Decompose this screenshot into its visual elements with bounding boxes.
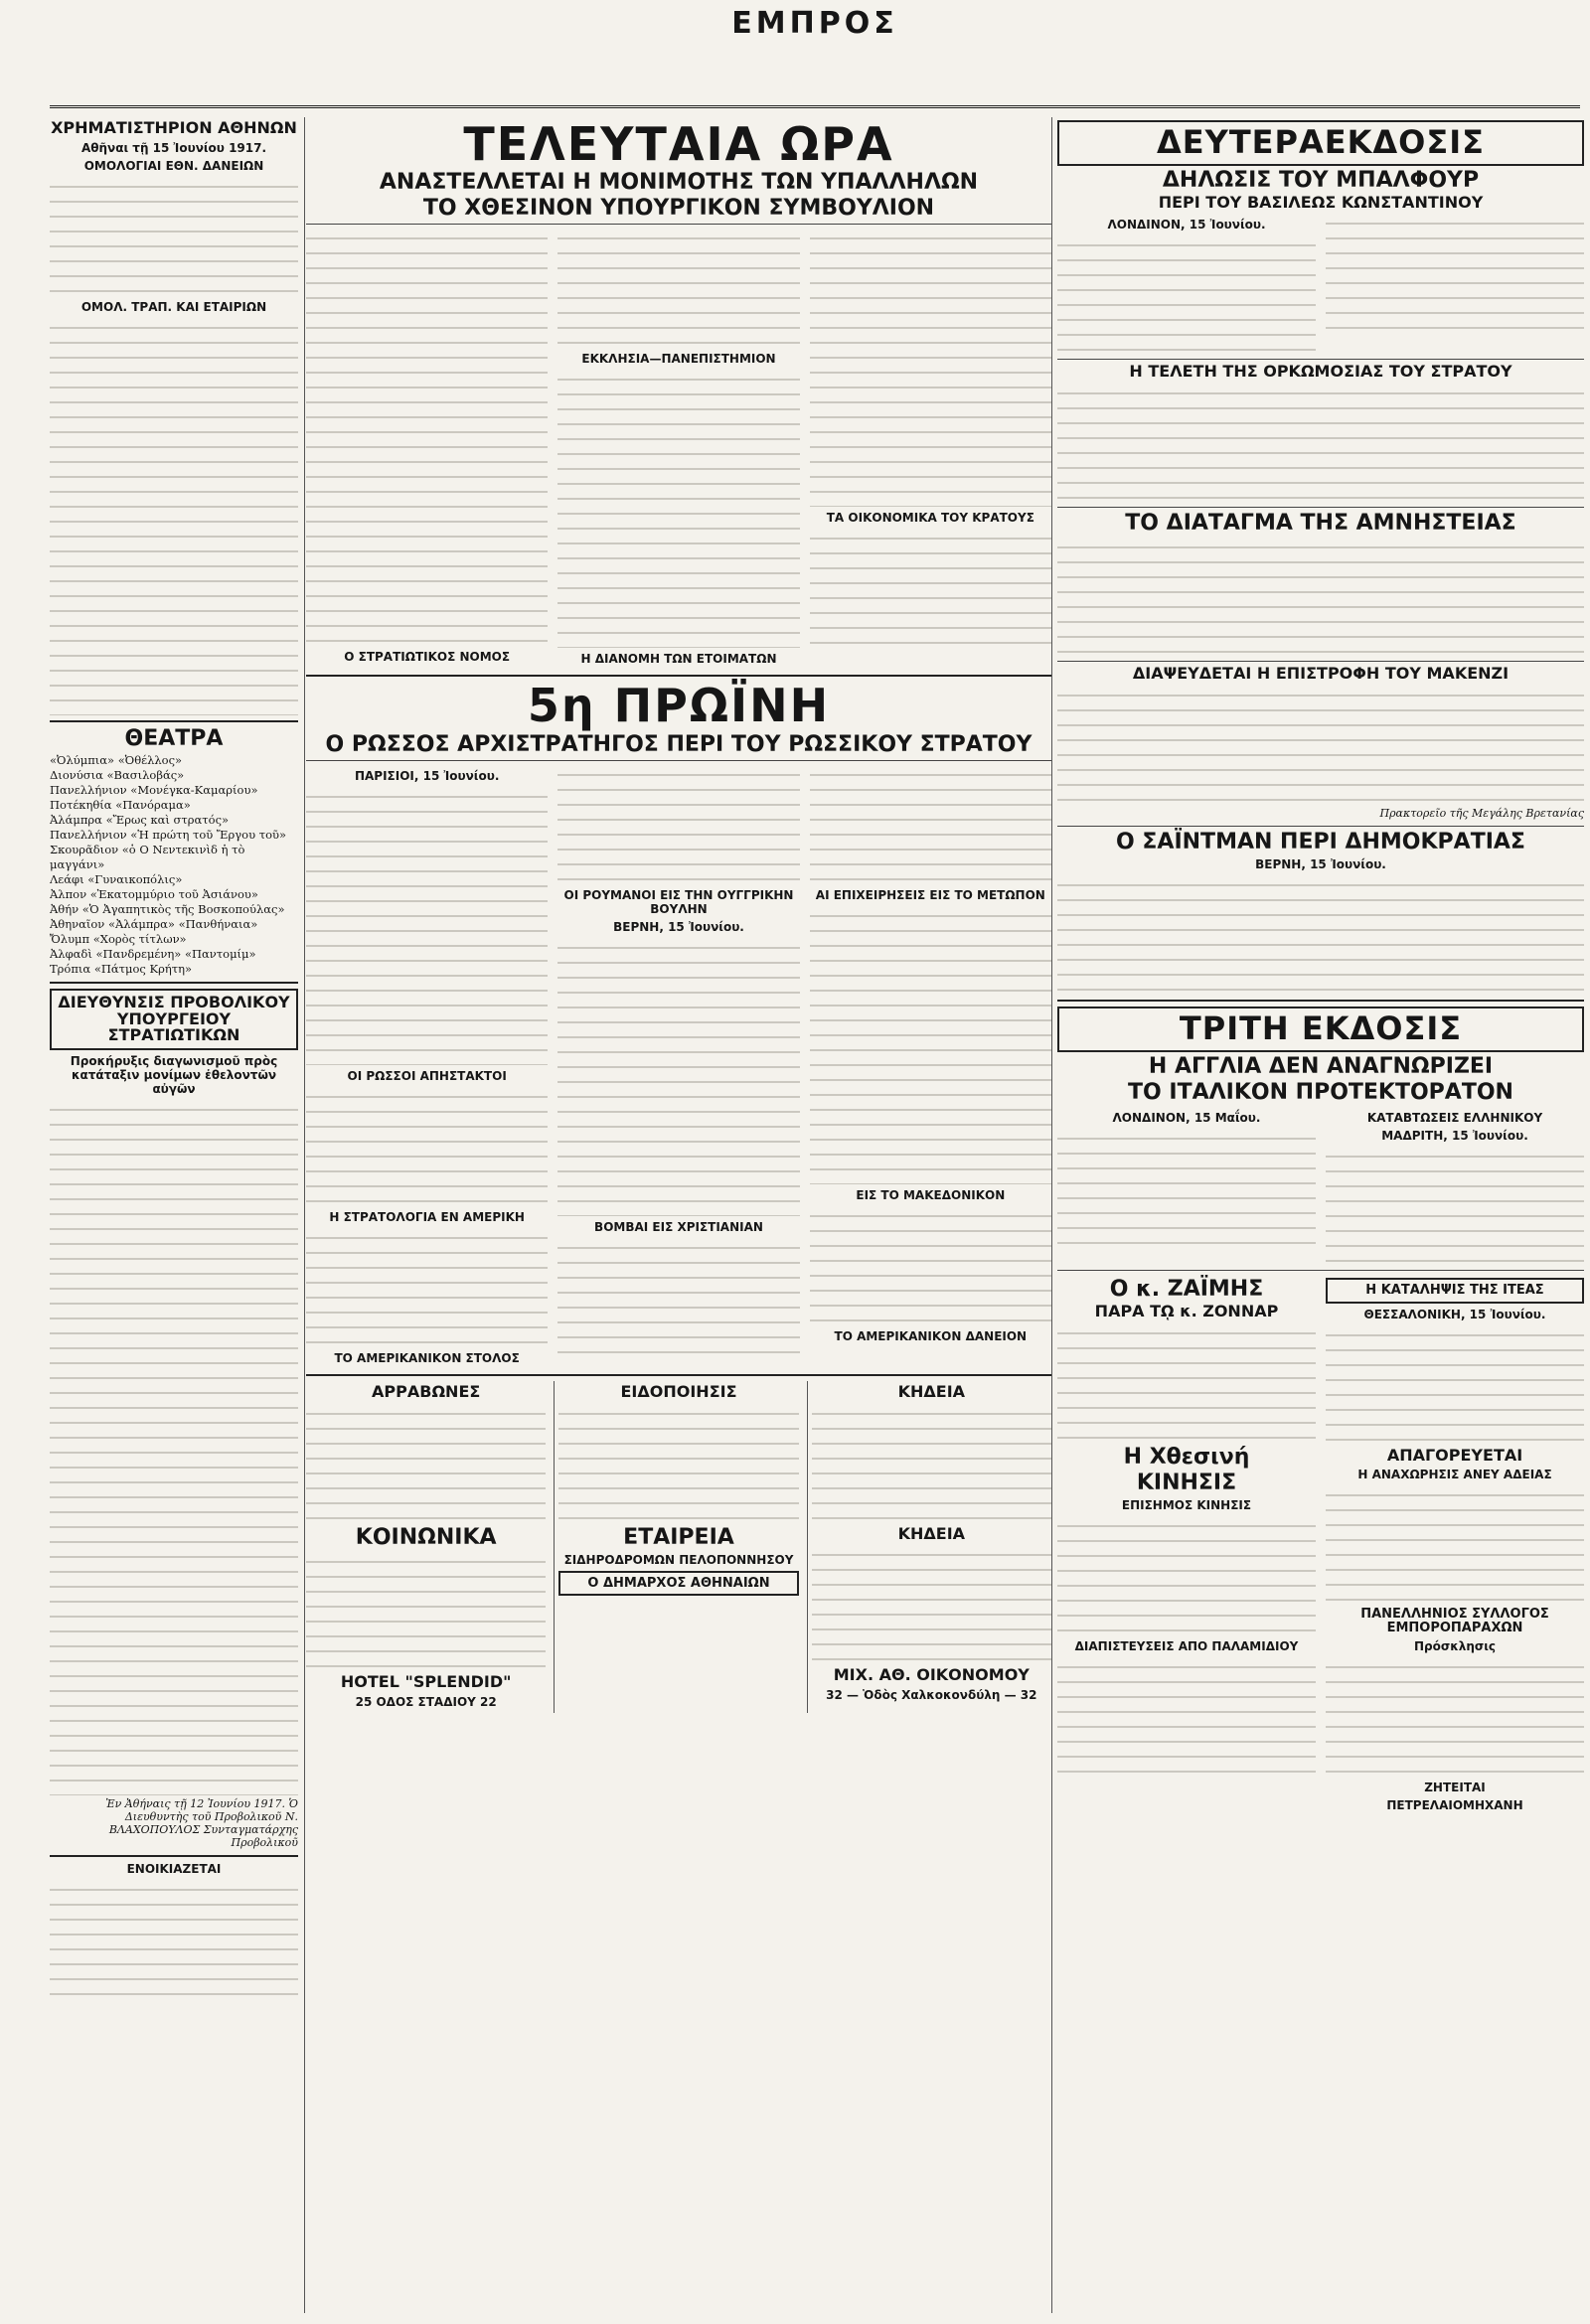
dateline: ΛΟΝΔΙΝΟΝ, 15 Ἰουνίου. xyxy=(1107,218,1266,232)
article-text xyxy=(1057,1657,1316,1777)
ad-shop: ΜΙΧ. ΑΘ. ΟΙΚΟΝΟΜΟΥ xyxy=(833,1665,1030,1685)
article-text xyxy=(306,787,548,1065)
theatre-list xyxy=(50,753,298,977)
article-text xyxy=(1057,538,1584,657)
article-text xyxy=(1057,686,1584,805)
left-column xyxy=(50,117,305,2313)
market-dateline: Αθῆναι τῇ 15 Ἰουνίου 1917. xyxy=(80,140,267,155)
article-text xyxy=(557,1238,799,1357)
ad-funeral: ΚΗΔΕΙΑ xyxy=(897,1523,966,1543)
theatre-item: Ἀθηναῖον «Ἀλάμπρα» «Πανθήναια» xyxy=(50,916,258,931)
masthead xyxy=(50,6,1580,108)
england-heading: Η ΑΓΓΛΙΑ ΔΕΝ ΑΝΑΓΝΩΡΙΖΕΙ xyxy=(1148,1053,1494,1079)
article-text xyxy=(1326,1657,1584,1777)
article-text xyxy=(1326,1147,1584,1266)
balfour-sub: ΠΕΡΙ ΤΟΥ ΒΑΣΙΛΕΩΣ ΚΩΝΣΤΑΝΤΙΝΟΥ xyxy=(1158,192,1484,212)
article-text xyxy=(1057,1323,1316,1443)
section-heading: ΟΙ ΡΩΣΣΟΙ ΑΠΗΣΤΑΚΤΟΙ xyxy=(347,1068,507,1083)
article-text xyxy=(1057,384,1584,503)
ad-engagements: ΑΡΡΑΒΩΝΕΣ xyxy=(372,1381,481,1401)
theatre-item: Σκουρᾶδιον «ὁ Ο Νεντεκινὶδ ἡ τὸ μαγγάνι» xyxy=(50,842,245,871)
dateline: ΘΕΣΣΑΛΟΝΙΚΗ, 15 Ἰουνίου. xyxy=(1363,1307,1546,1321)
right-column xyxy=(1057,117,1584,2313)
section-heading: ΕΚΚΛΗΣΙΑ—ΠΑΝΕΠΙΣΤΗΜΙΟΝ xyxy=(581,352,776,367)
theatre-item: Ὄλυμπ «Χορὸς τίτλων» xyxy=(50,931,187,946)
ad-funeral: ΚΗΔΕΙΑ xyxy=(897,1381,966,1401)
england-sub: ΤΟ ΙΤΑΛΙΚΟΝ ΠΡΟΤΕΚΤΟΡΑΤΟΝ xyxy=(1128,1079,1513,1105)
fifth-edition-sub: Ο ΡΩΣΣΟΣ ΑΡΧΙΣΤΡΑΤΗΓΟΣ ΠΕΡΙ ΤΟΥ ΡΩΣΣΙΚΟΥ ΣΤΡΑΤΟΥ xyxy=(325,731,1033,757)
england-columns xyxy=(1057,1107,1584,1266)
section-heading: Η ΔΙΑΝΟΜΗ ΤΩΝ ΕΤΟΙΜΑΤΩΝ xyxy=(580,652,777,667)
theatre-item: Τρόπια «Πάτμος Κρήτη» xyxy=(50,961,193,976)
theatre-item: «Ὀλύμπια» «Ὀθέλλος» xyxy=(50,752,183,767)
ad-text xyxy=(306,1552,546,1671)
article-text xyxy=(810,1206,1051,1325)
last-hour-columns xyxy=(306,229,1051,670)
ad-hotel: HOTEL "SPLENDID" xyxy=(340,1671,512,1691)
movement-heading: ΚΙΝΗΣΙΣ xyxy=(1136,1471,1237,1496)
news-items xyxy=(50,437,298,715)
zaimis-sub: ΠΑΡΑ Τῼ κ. ΖΟΝΝΑΡ xyxy=(1094,1302,1279,1321)
oilmill-heading: ΠΕΤΡΕΛΑΙΟΜΗΧΑΝΗ xyxy=(1386,1797,1523,1812)
third-edition-headline: ΤΡΙΤΗ ΕΚΔΟΣΙΣ xyxy=(1057,1007,1584,1052)
movement-sub: ΕΠΙΣΗΜΟΣ ΚΙΝΗΣΙΣ xyxy=(1121,1498,1252,1513)
theatre-item: Ἀλπον «Ἐκατομμύριο τοῦ Ἀσιάνου» xyxy=(50,886,258,901)
dateline: ΠΑΡΙΣΙΟΙ, 15 Ἰουνίου. xyxy=(354,768,500,783)
article-text xyxy=(1057,235,1316,355)
sayman-heading: Ο ΣΑΪΝΤΜΑΝ ΠΕΡΙ ΔΗΜΟΚΡΑΤΙΑΣ xyxy=(1116,830,1525,855)
theatre-item: Πανελλήνιον «Ἡ πρώτη τοῦ Ἔργου τοῦ» xyxy=(50,827,287,842)
theatre-item: Πανελλήνιον «Μονέγκα-Καμαρίου» xyxy=(50,782,258,797)
article-text xyxy=(306,1087,548,1206)
yesterday-heading: Η Χθεσινή xyxy=(1123,1444,1250,1470)
theatre-heading: ΘΕΑΤΡΑ xyxy=(124,725,224,751)
ministry-subheading: Προκήρυξις διαγωνισμοῦ πρὸς κατάταξιν μονίμων ἐθελοντῶν αὐγῶν xyxy=(70,1054,278,1097)
second-edition-headline: ΔΕΥΤΕΡΑΕΚΔΟΣΙΣ xyxy=(1057,120,1584,166)
ministry-signature: Ἐν Ἀθήναις τῇ 12 Ἰουνίου 1917. Ὁ Διευθυντὴς τοῦ Προβολικοῦ Ν. ΒΛΑΧΟΠΟΥΛΟΣ Συνταγματάρχης Προβολικοῦ xyxy=(105,1797,298,1850)
section-heading: ΚΑΤΑΒΤΩΣΕΙΣ ΕΛΛΗΝΙΚΟΥ xyxy=(1366,1111,1543,1126)
section-heading: ΤΟ ΑΜΕΡΙΚΑΝΙΚΟΝ ΔΑΝΕΙΟΝ xyxy=(834,1328,1028,1343)
section-heading: Η ΣΤΡΑΤΟΛΟΓΙΑ ΕΝ ΑΜΕΡΙΚΗ xyxy=(329,1209,525,1224)
mackenzie-source: Πρακτορεῖο τῆς Μεγάλης Βρετανίας xyxy=(1379,807,1584,821)
zaimis-heading: Ο κ. ΖΑΪΜΗΣ xyxy=(1109,1277,1264,1303)
dateline: ΒΕΡΝΗ, 15 Ἰουνίου. xyxy=(1255,857,1386,872)
article-text xyxy=(1057,875,1584,995)
lower-right-columns xyxy=(1057,1275,1584,1816)
dateline: ΜΑΔΡΙΤΗ, 15 Ἰουνίου. xyxy=(1381,1129,1528,1144)
ad-railway: ΕΤΑΙΡΕΙΑ xyxy=(623,1524,734,1550)
merchants-heading: ΠΑΝΕΛΛΗΝΙΟΣ ΣΥΛΛΟΓΟΣ ΕΜΠΟΡΟΠΑΡΑΧΩΝ xyxy=(1360,1607,1549,1636)
ad-text xyxy=(306,1404,546,1523)
theatre-item: Διονύσια «Βασιλοβάς» xyxy=(50,767,185,782)
ad-text xyxy=(812,1545,1051,1664)
article-text xyxy=(810,229,1051,507)
forbidden-heading: ΑΠΑΓΟΡΕΥΕΤΑΙ xyxy=(1386,1445,1523,1465)
appointments-heading: ΔΙΑΠΙΣΤΕΥΣΕΙΣ ΑΠΟ ΠΑΛΑΜΙΔΙΟΥ xyxy=(1074,1639,1299,1654)
ad-hotel-address: 25 ΟΔΟΣ ΣΤΑΔΙΟΥ 22 xyxy=(355,1694,497,1709)
section-heading: Ο ΣΤΡΑΤΙΩΤΙΚΟΣ ΝΟΜΟΣ xyxy=(344,650,511,665)
mackenzie-heading: ΔΙΑΨΕΥΔΕΤΑΙ Η ΕΠΙΣΤΡΟΦΗ ΤΟΥ ΜΑΚΕΝΖΙ xyxy=(1132,664,1510,684)
wanted-heading: ΖΗΤΕΙΤΑΙ xyxy=(1424,1780,1486,1794)
ministry-text-2 xyxy=(50,1517,298,1795)
section-heading: ΟΙ ΡΟΥΜΑΝΟΙ ΕΙΣ ΤΗΝ ΟΥΓΓΡΙΚΗΝ ΒΟΥΛΗΝ xyxy=(563,887,794,916)
theatre-item: Ἀλάμπρα «Ἔρως καὶ στρατός» xyxy=(50,812,230,827)
article-text xyxy=(1326,1485,1584,1605)
share-quotes xyxy=(50,318,298,437)
article-text xyxy=(1057,1129,1316,1248)
dateline: ΒΕΡΝΗ, 15 Ἰουνίου. xyxy=(613,919,744,934)
shares-heading: ΟΜΟΛ. ΤΡΑΠ. ΚΑΙ ΕΤΑΙΡΙΩΝ xyxy=(80,299,267,314)
section-heading: ΤΑ ΟΙΚΟΝΟΜΙΚΑ ΤΟΥ ΚΡΑΤΟΥΣ xyxy=(826,511,1034,526)
advertisements xyxy=(306,1381,1051,1713)
theatre-item: Ποτέκηθία «Πανόραμα» xyxy=(50,797,191,812)
fifth-edition-columns xyxy=(306,765,1051,1369)
theatre-item: Λεάφι «Γυναικοπόλις» xyxy=(50,871,183,886)
section-heading: ΒΟΜΒΑΙ ΕΙΣ ΧΡΙΣΤΙΑΝΙΑΝ xyxy=(594,1219,763,1234)
rent-notice: ΕΝΟΙΚΙΑΖΕΤΑΙ xyxy=(126,1862,222,1877)
forbidden-sub: Η ΑΝΑΧΩΡΗΣΙΣ ΑΝΕΥ ΑΔΕΙΑΣ xyxy=(1357,1468,1552,1482)
section-heading: ΑΙ ΕΠΙΧΕΙΡΗΣΕΙΣ ΕΙΣ ΤΟ ΜΕΤΩΠΟΝ xyxy=(815,887,1045,902)
article-text xyxy=(557,370,799,648)
loans-heading: ΟΜΟΛΟΓΙΑΙ ΕΘΝ. ΔΑΝΕΙΩΝ xyxy=(83,158,264,173)
ad-text xyxy=(812,1404,1051,1523)
ad-text xyxy=(558,1404,798,1523)
article-text xyxy=(306,229,548,646)
balfour-heading: ΔΗΛΩΣΙΣ ΤΟΥ ΜΠΑΛΦΟΥΡ xyxy=(1162,167,1480,193)
article-text xyxy=(810,765,1051,884)
theatre-item: Ἀλφαδὶ «Πανδρεμένη» «Παντομίμ» xyxy=(50,946,256,961)
market-quotes xyxy=(50,177,298,296)
dateline: ΛΟΝΔΙΝΟΝ, 15 Μαΐου. xyxy=(1112,1111,1261,1126)
market-title: ΧΡΗΜΑΤΙΣΤΗΡΙΟΝ ΑΘΗΝΩΝ xyxy=(51,118,297,137)
article-text xyxy=(810,906,1051,1184)
article-text xyxy=(306,1228,548,1347)
article-text xyxy=(1326,214,1584,333)
oath-heading: Η ΤΕΛΕΤΗ ΤΗΣ ΟΡΚΩΜΟΣΙΑΣ ΤΟΥ ΣΤΡΑΤΟΥ xyxy=(1129,362,1512,382)
newspaper-title: ΕΜΠΡΟΣ xyxy=(731,6,898,41)
ad-notices: ΕΙΔΟΠΟΙΗΣΙΣ xyxy=(620,1381,737,1401)
center-column xyxy=(306,117,1052,2313)
section-heading: ΤΟ ΑΜΕΡΙΚΑΝΙΚΟΝ ΣΤΟΛΟΣ xyxy=(334,1350,520,1365)
main-headline: ΤΕΛΕΥΤΑΙΑ ΩΡΑ xyxy=(463,117,894,171)
ad-railway-sub: ΣΙΔΗΡΟΔΡΟΜΩΝ ΠΕΛΟΠΟΝΝΗΣΟΥ xyxy=(563,1552,794,1567)
merchants-sub: Πρόσκλησις xyxy=(1413,1638,1497,1653)
article-text xyxy=(1057,1516,1316,1635)
balfour-columns xyxy=(1057,214,1584,355)
fifth-edition-headline: 5η ΠΡΩΪΝΗ xyxy=(527,679,831,733)
article-text xyxy=(557,229,799,348)
article-text xyxy=(810,529,1051,648)
rent-text xyxy=(50,1880,298,1999)
ministry-heading: ΔΙΕΥΘΥΝΣΙΣ ΠΡΟΒΟΛΙΚΟΥ ΥΠΟΥΡΓΕΙΟΥ ΣΤΡΑΤΙΩΤΙΚΩΝ xyxy=(50,989,298,1050)
amnesty-heading: ΤΟ ΔΙΑΤΑΓΜΑ ΤΗΣ ΑΜΝΗΣΤΕΙΑΣ xyxy=(1125,511,1516,537)
ad-shop-address: 32 — Ὁδὸς Χαλκοκονδύλη — 32 xyxy=(826,1688,1037,1703)
headline-sub-2: ΤΟ ΧΘΕΣΙΝΟΝ ΥΠΟΥΡΓΙΚΟΝ ΣΥΜΒΟΥΛΙΟΝ xyxy=(422,196,935,222)
article-text xyxy=(557,938,799,1216)
article-text xyxy=(557,765,799,884)
ad-social: ΚΟΙΝΩΝΙΚΑ xyxy=(355,1524,497,1550)
headline-sub-1: ΑΝΑΣΤΕΛΛΕΤΑΙ Η ΜΟΝΙΜΟΤΗΣ ΤΩΝ ΥΠΑΛΛΗΛΩΝ xyxy=(379,170,979,196)
section-heading: ΕΙΣ ΤΟ ΜΑΚΕΔΟΝΙΚΟΝ xyxy=(856,1187,1006,1202)
theatre-item: Ἀθήν «Ὁ Ἀγαπητικὸς τῆς Βοσκοπούλας» xyxy=(50,901,285,916)
ministry-text xyxy=(50,1100,298,1517)
article-text xyxy=(1326,1325,1584,1445)
itea-heading: Η ΚΑΤΑΛΗΨΙΣ ΤΗΣ ΙΤΕΑΣ xyxy=(1326,1278,1584,1304)
ad-mayor: Ο ΔΗΜΑΡΧΟΣ ΑΘΗΝΑΙΩΝ xyxy=(558,1571,798,1597)
